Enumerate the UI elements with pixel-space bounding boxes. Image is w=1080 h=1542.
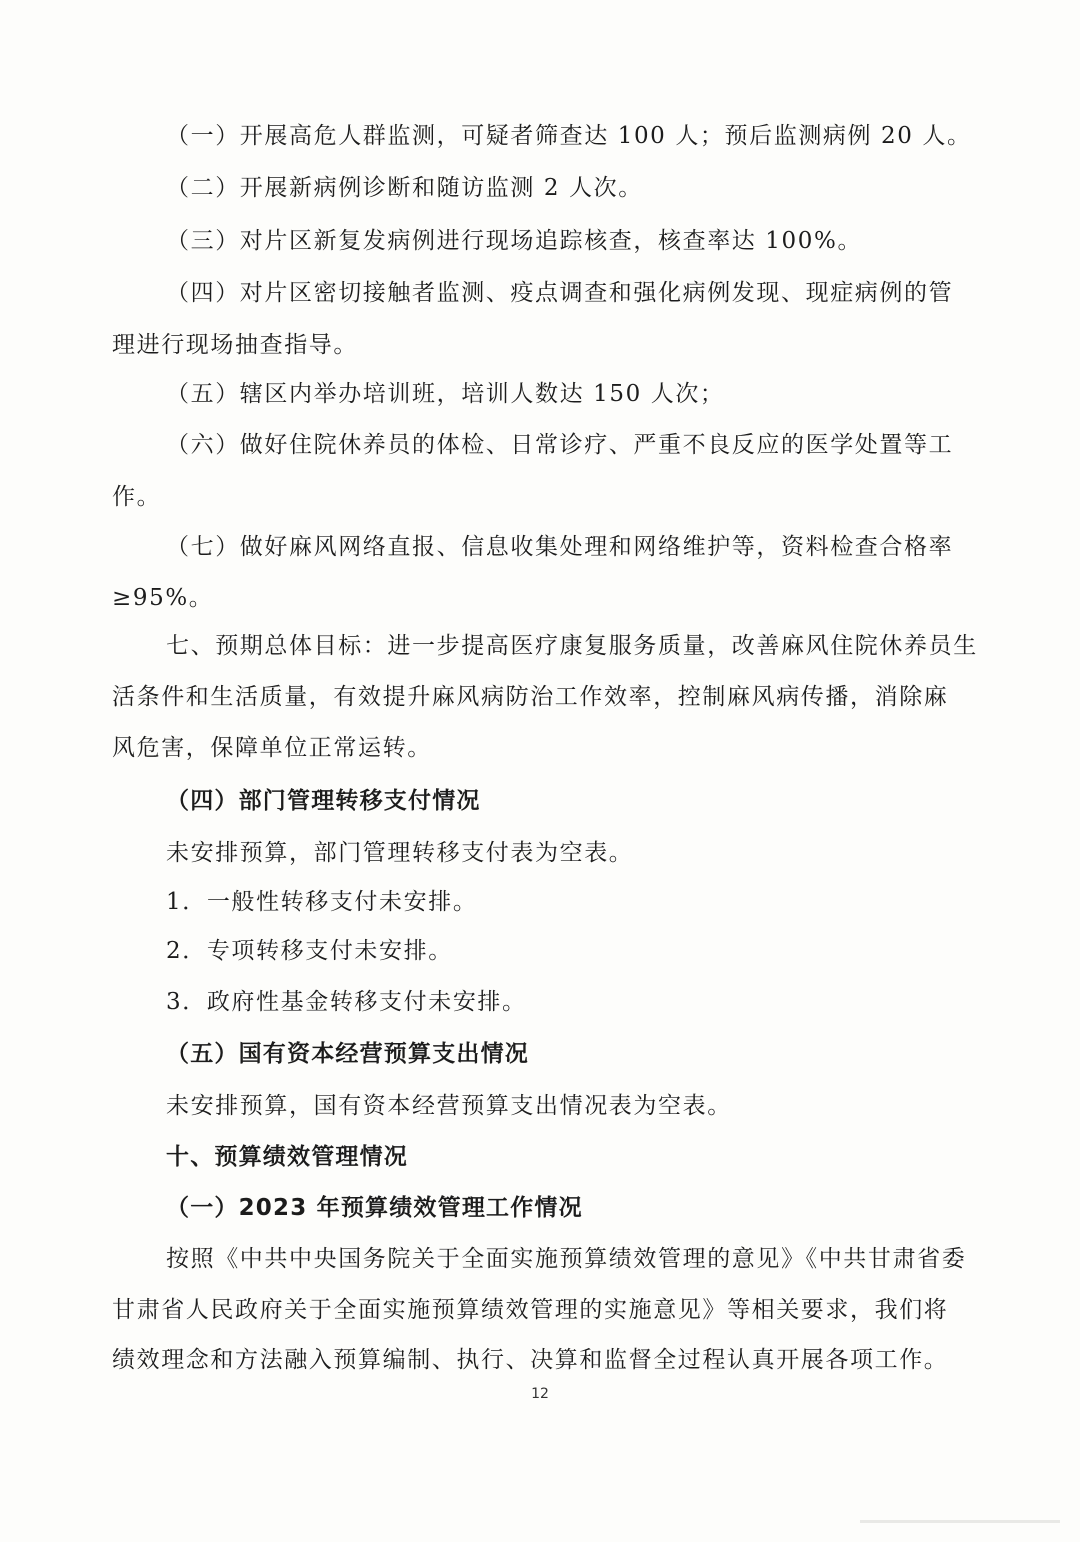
section-heading-state-capital: （五）国有资本经营预算支出情况 xyxy=(166,1041,529,1067)
transfer-item-1: 1．一般性转移支付未安排。 xyxy=(166,889,478,915)
item-line-4b: 理进行现场抽查指导。 xyxy=(112,332,358,358)
item-line-7b: ≥95%。 xyxy=(112,585,214,611)
item-line-6b: 作。 xyxy=(112,484,162,510)
subsection-heading-2023: （一）2023 年预算绩效管理工作情况 xyxy=(166,1195,583,1221)
performance-paragraph-line-3: 绩效理念和方法融入预算编制、执行、决算和监督全过程认真开展各项工作。 xyxy=(112,1347,949,1373)
goal-paragraph-line-3: 风危害，保障单位正常运转。 xyxy=(112,735,432,761)
item-line-2: （二）开展新病例诊断和随访监测 2 人次。 xyxy=(166,175,643,201)
goal-paragraph-line-1: 七、预期总体目标：进一步提高医疗康复服务质量，改善麻风住院休养员生 xyxy=(166,633,978,659)
item-line-3: （三）对片区新复发病例进行现场追踪核查，核查率达 100%。 xyxy=(166,228,863,254)
section-heading-transfer-payment: （四）部门管理转移支付情况 xyxy=(166,788,481,814)
section-heading-performance: 十、预算绩效管理情况 xyxy=(166,1144,408,1170)
item-line-6a: （六）做好住院休养员的体检、日常诊疗、严重不良反应的医学处置等工 xyxy=(166,432,954,458)
transfer-payment-text: 未安排预算，部门管理转移支付表为空表。 xyxy=(166,840,634,866)
page-number: 12 xyxy=(531,1386,549,1402)
item-line-5: （五）辖区内举办培训班，培训人数达 150 人次； xyxy=(166,381,725,407)
item-line-7a: （七）做好麻风网络直报、信息收集处理和网络维护等，资料检查合格率 xyxy=(166,534,954,560)
performance-paragraph-line-1: 按照《中共中央国务院关于全面实施预算绩效管理的意见》《中共甘肃省委 xyxy=(166,1246,967,1272)
item-line-1: （一）开展高危人群监测，可疑者筛查达 100 人；预后监测病例 20 人。 xyxy=(166,123,972,149)
goal-paragraph-line-2: 活条件和生活质量，有效提升麻风病防治工作效率，控制麻风病传播，消除麻 xyxy=(112,684,949,710)
scan-edge-shadow xyxy=(860,1520,1060,1523)
state-capital-text: 未安排预算，国有资本经营预算支出情况表为空表。 xyxy=(166,1093,732,1119)
performance-paragraph-line-2: 甘肃省人民政府关于全面实施预算绩效管理的实施意见》等相关要求，我们将 xyxy=(112,1297,949,1323)
transfer-item-3: 3．政府性基金转移支付未安排。 xyxy=(166,989,527,1015)
item-line-4a: （四）对片区密切接触者监测、疫点调查和强化病例发现、现症病例的管 xyxy=(166,280,954,306)
transfer-item-2: 2．专项转移支付未安排。 xyxy=(166,938,453,964)
